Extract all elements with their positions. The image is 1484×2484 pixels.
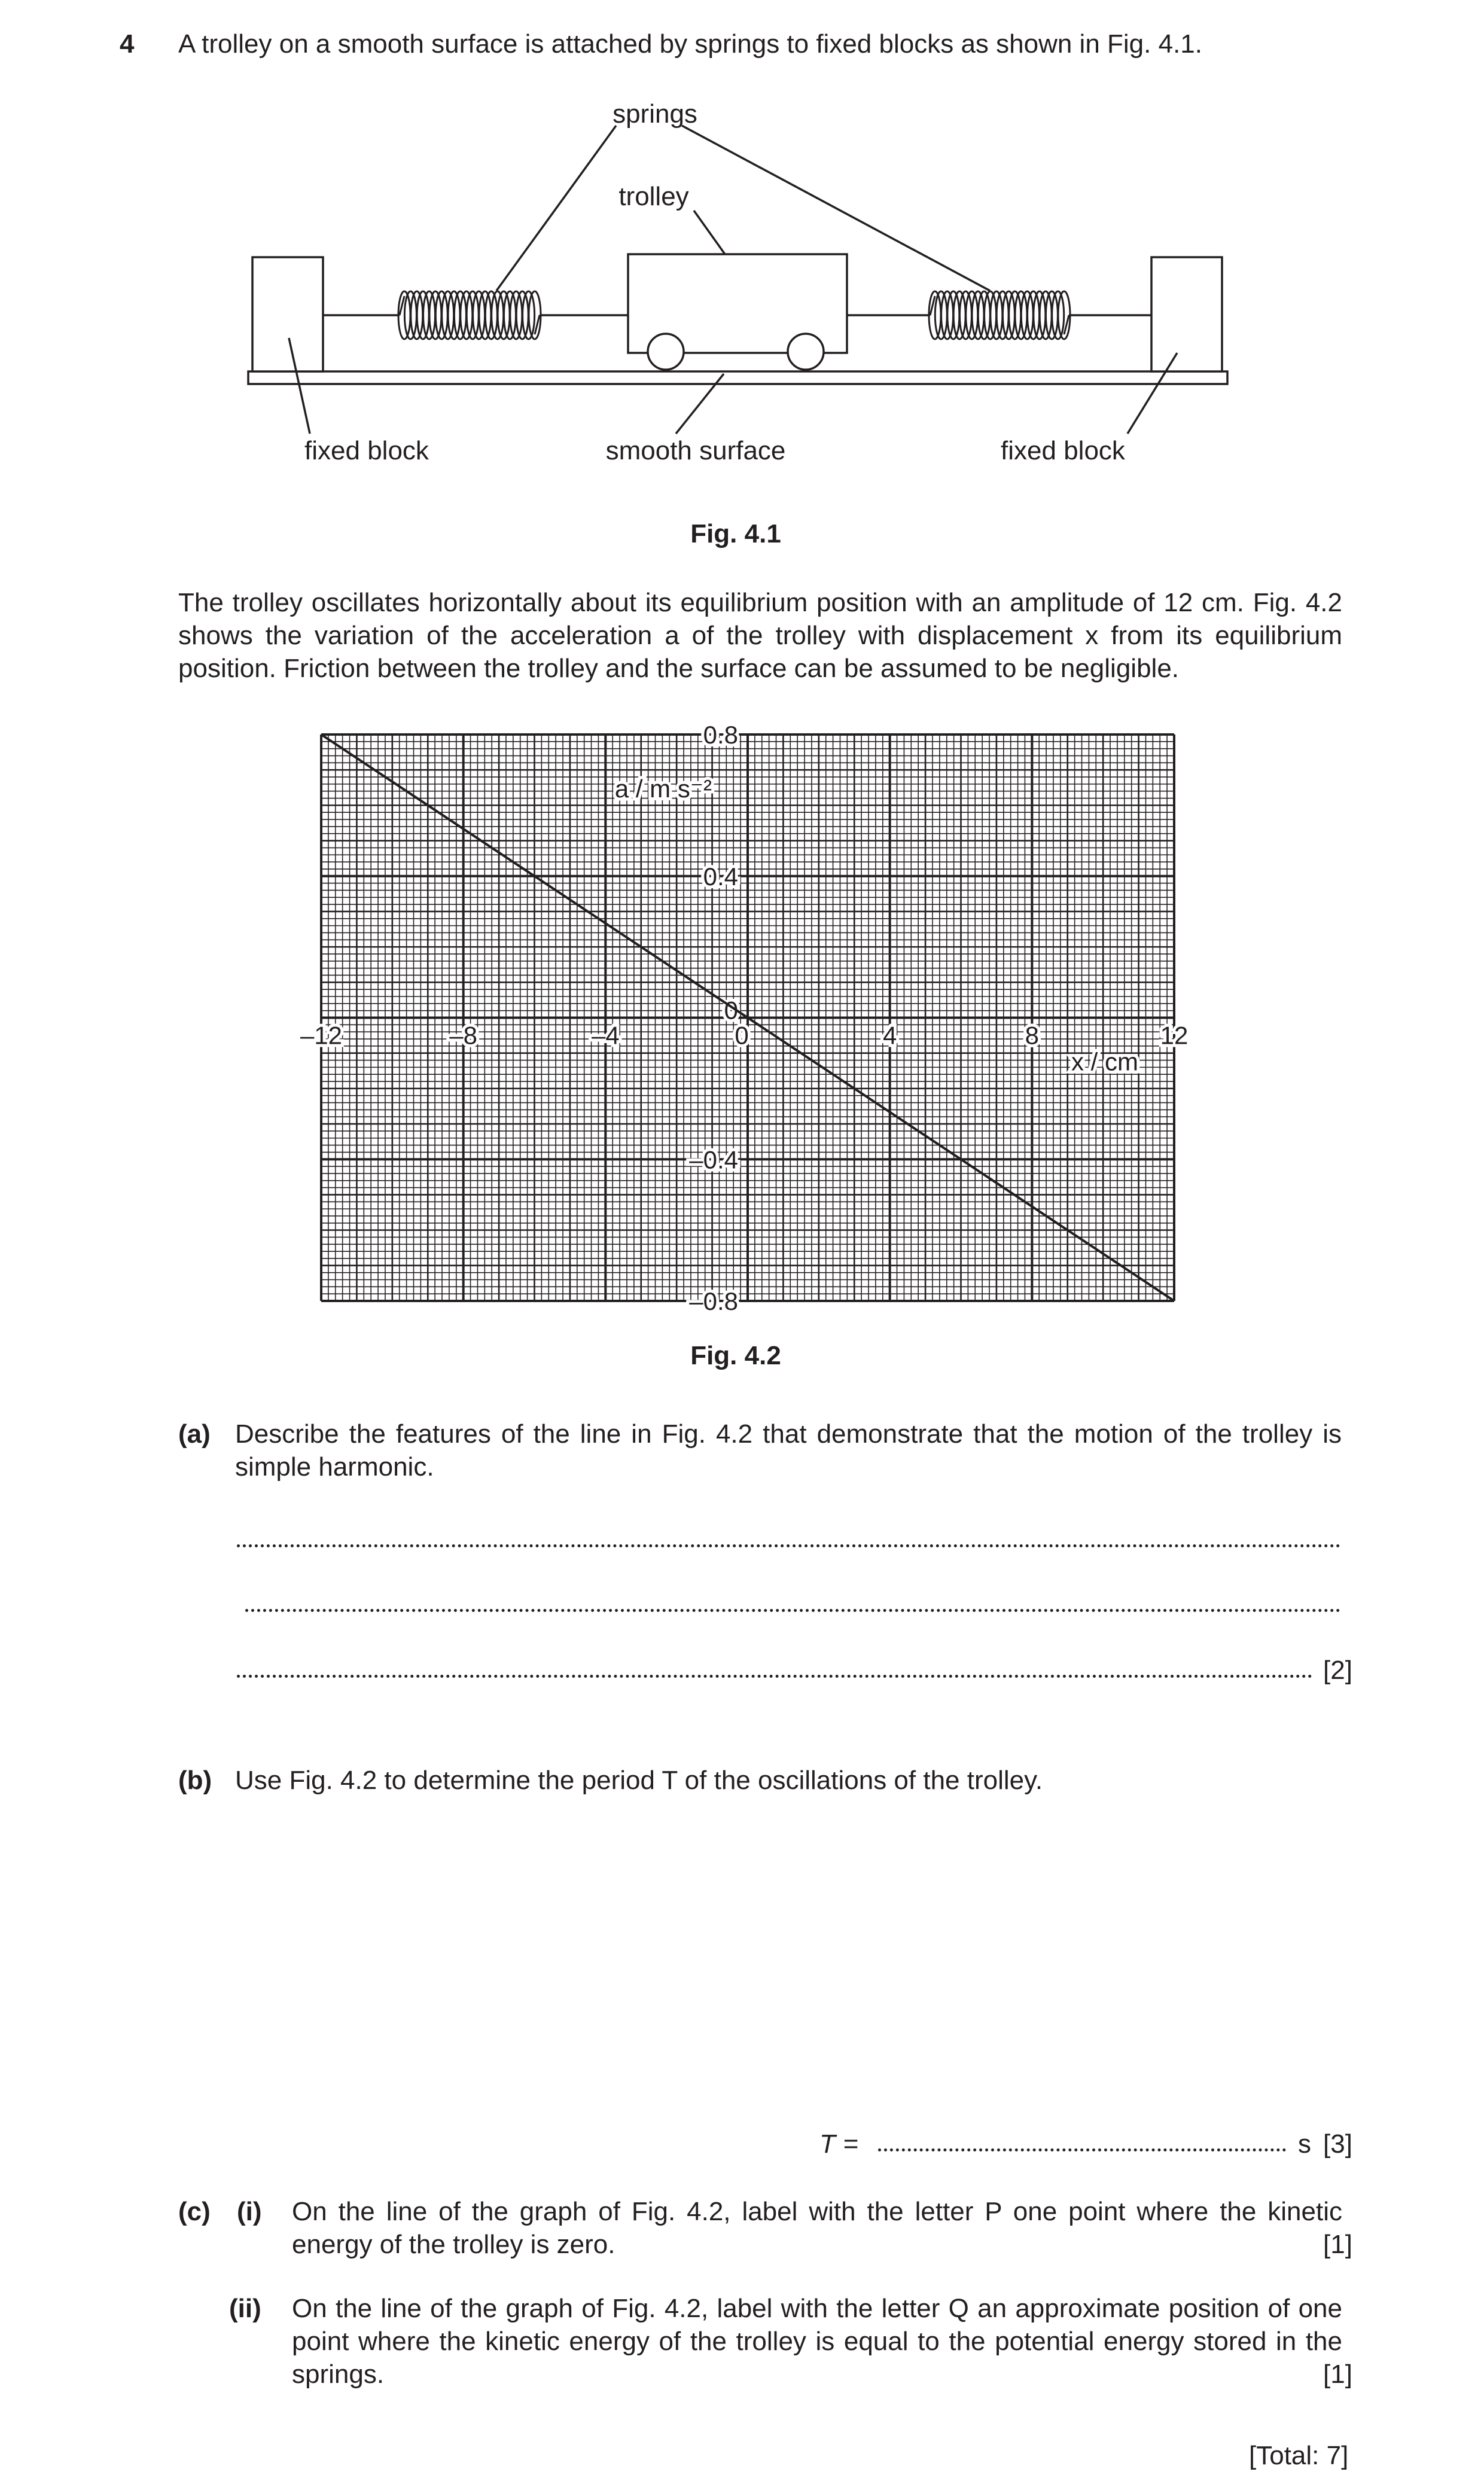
period-unit: s: [1298, 2129, 1311, 2159]
part-a-answer-line-2[interactable]: [245, 1609, 1340, 1612]
description-line-3: position. Friction between the trolley and the surface can be assumed to be negligible.: [178, 654, 1180, 683]
trolley-wheel-left: [648, 334, 684, 370]
x-tick-label: –12: [300, 1021, 343, 1050]
part-b-marks: [3]: [1323, 2129, 1352, 2159]
x-tick-label: –4: [591, 1021, 620, 1050]
part-b-question: Use Fig. 4.2 to determine the period T of the oscillations of the trolley.: [235, 1766, 1043, 1795]
fixed-block-right-label: fixed block: [1001, 436, 1125, 465]
period-answer-label: T =: [819, 2129, 858, 2159]
period-answer-line[interactable]: [878, 2148, 1286, 2151]
description-paragraph: [178, 586, 1342, 685]
question-intro: A trolley on a smooth surface is attached by springs to fixed blocks as shown in Fig. 4.1.: [178, 29, 1202, 59]
part-b-label: (b): [178, 1766, 212, 1795]
part-a-answer-line-3[interactable]: [237, 1675, 1312, 1678]
springs-label: springs: [613, 99, 697, 129]
x-tick-label: 12: [1160, 1021, 1189, 1050]
acceleration-displacement-graph: [0, 706, 1484, 1316]
spring-left-end: [400, 296, 540, 334]
y-axis-label: a / m s⁻²: [614, 775, 712, 803]
fig42-caption: Fig. 4.2: [690, 1341, 781, 1370]
description-line-1: The trolley oscillates horizontally about its equilibrium position with an amplitude of 12 cm. Fig. 4.2: [178, 588, 1342, 617]
part-a-question: [235, 1418, 1342, 1483]
y-tick-label: 0.8: [703, 721, 738, 749]
fixed-block-left: [252, 257, 323, 371]
part-a-label: (a): [178, 1419, 211, 1449]
trolley-spring-diagram: [0, 0, 1484, 490]
question-number: 4: [120, 29, 135, 59]
fixed-block-right: [1151, 257, 1222, 371]
spring-right-end: [930, 296, 1069, 334]
y-tick-label: –0.4: [689, 1145, 738, 1174]
part-c-i-question: [292, 2195, 1342, 2261]
fixed-block-left-label: fixed block: [304, 436, 429, 465]
x-tick-label: 8: [1025, 1021, 1040, 1050]
part-a-answer-line-1[interactable]: [237, 1544, 1340, 1547]
part-c-ii-line-2: point where the kinetic energy of the trolley is equal to the potential energy stored in the: [292, 2327, 1342, 2356]
trolley-wheel-right: [788, 334, 824, 370]
x-tick-label: 4: [882, 1021, 897, 1050]
part-c-i-label: (i): [237, 2197, 262, 2226]
y-tick-label-zero: 0: [724, 996, 738, 1025]
part-c-i-marks: [1]: [1323, 2230, 1352, 2259]
part-c-i-line-2: energy of the trolley is zero.: [292, 2230, 615, 2259]
fig41-caption: Fig. 4.1: [690, 519, 781, 548]
total-marks: [Total: 7]: [1249, 2441, 1349, 2470]
part-a-line-2: simple harmonic.: [235, 1452, 434, 1482]
part-c-ii-question: [292, 2292, 1342, 2391]
part-c-i-line-1: On the line of the graph of Fig. 4.2, label with the letter P one point where the kinetic: [292, 2197, 1342, 2226]
x-tick-label: –8: [449, 1021, 478, 1050]
smooth-surface-base: [248, 371, 1227, 384]
description-line-2: shows the variation of the acceleration a of the trolley with displacement x from its equilibrium: [178, 621, 1342, 650]
x-axis-label: x / cm: [1071, 1047, 1138, 1076]
trolley-label: trolley: [618, 182, 689, 211]
part-a-line-1: Describe the features of the line in Fig. 4.2 that demonstrate that the motion of the trolley is: [235, 1419, 1342, 1449]
part-a-marks: [2]: [1323, 1656, 1352, 1685]
part-c-ii-marks: [1]: [1323, 2360, 1352, 2389]
part-c-ii-line-1: On the line of the graph of Fig. 4.2, label with the letter Q an approximate position of one: [292, 2294, 1342, 2323]
smooth-surface-label: smooth surface: [605, 436, 786, 465]
y-tick-label: –0.8: [689, 1287, 738, 1315]
part-c-ii-line-3: springs.: [292, 2360, 385, 2389]
y-tick-label: 0.4: [703, 862, 738, 891]
part-c-label: (c): [178, 2197, 211, 2226]
part-c-ii-label: (ii): [229, 2294, 261, 2323]
x-tick-label: 0: [735, 1021, 749, 1050]
